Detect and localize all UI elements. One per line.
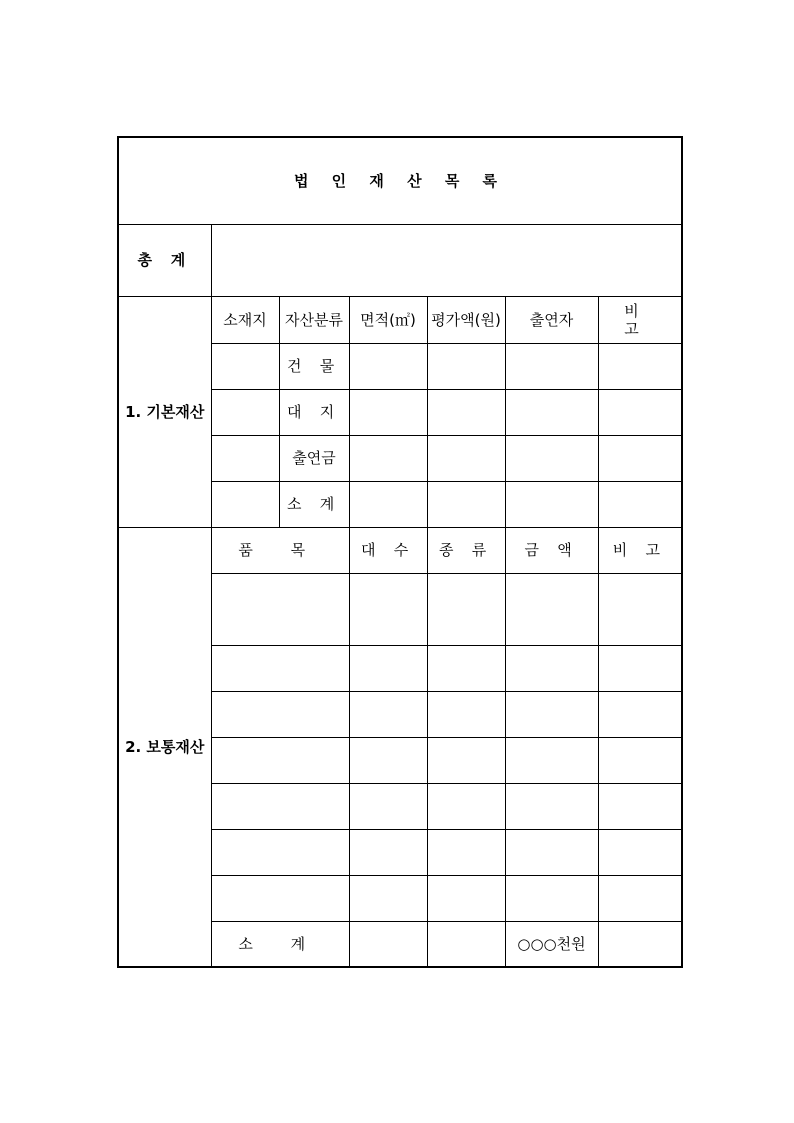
cell[interactable]	[211, 783, 349, 829]
cell[interactable]	[505, 481, 598, 527]
cell[interactable]	[505, 737, 598, 783]
cell[interactable]	[211, 737, 349, 783]
cell[interactable]	[505, 691, 598, 737]
general-subtotal-label	[211, 921, 349, 967]
cell[interactable]	[505, 343, 598, 389]
header-remarks-text: 비 고	[624, 301, 656, 338]
cell[interactable]	[427, 921, 505, 967]
header-valuation	[427, 296, 505, 343]
property-list-form	[117, 136, 683, 968]
header-asset-class: 자산분류	[279, 296, 349, 343]
category-subtotal: 소 계	[279, 481, 349, 527]
title-row	[118, 137, 682, 224]
cell[interactable]	[349, 921, 427, 967]
cell[interactable]	[349, 829, 427, 875]
cell[interactable]	[349, 435, 427, 481]
general-subtotal-label-text: 소 계	[238, 934, 322, 953]
category-land: 대 지	[279, 389, 349, 435]
form-title: 법 인 재 산 목 록	[118, 137, 682, 224]
category-building: 건 물	[279, 343, 349, 389]
basic-property-label: 1. 기본재산	[118, 296, 211, 527]
cell[interactable]	[211, 435, 279, 481]
cell[interactable]	[505, 573, 598, 645]
cell[interactable]	[349, 573, 427, 645]
header-valuation-text: 평가액(원)	[431, 310, 501, 329]
cell[interactable]	[505, 435, 598, 481]
cell[interactable]	[349, 481, 427, 527]
cell[interactable]	[427, 645, 505, 691]
header-area: 면적(㎡)	[349, 296, 427, 343]
cell[interactable]	[505, 645, 598, 691]
cell[interactable]	[211, 343, 279, 389]
total-label: 총 계	[118, 224, 211, 296]
header-location: 소재지	[211, 296, 279, 343]
cell[interactable]	[598, 389, 682, 435]
cell[interactable]	[427, 875, 505, 921]
header-remarks	[598, 296, 682, 343]
cell[interactable]	[598, 875, 682, 921]
cell[interactable]	[349, 343, 427, 389]
general-property-label: 2. 보통재산	[118, 527, 211, 967]
cell[interactable]	[427, 343, 505, 389]
cell[interactable]	[349, 645, 427, 691]
header-general-remarks: 비 고	[598, 527, 682, 573]
total-value[interactable]	[211, 224, 682, 296]
header-item-text: 품 목	[238, 541, 322, 559]
header-type: 종 류	[427, 527, 505, 573]
cell[interactable]	[427, 691, 505, 737]
basic-header-row	[118, 296, 682, 343]
cell[interactable]	[427, 481, 505, 527]
cell[interactable]	[211, 389, 279, 435]
cell[interactable]	[598, 829, 682, 875]
cell[interactable]	[505, 875, 598, 921]
cell[interactable]	[349, 389, 427, 435]
cell[interactable]	[598, 691, 682, 737]
header-count: 대 수	[349, 527, 427, 573]
category-contribution: 출연금	[279, 435, 349, 481]
header-item	[211, 527, 349, 573]
general-header-row	[118, 527, 682, 573]
cell[interactable]	[505, 389, 598, 435]
cell[interactable]	[349, 737, 427, 783]
cell[interactable]	[427, 737, 505, 783]
cell[interactable]	[598, 481, 682, 527]
cell[interactable]	[598, 783, 682, 829]
cell[interactable]	[598, 921, 682, 967]
header-contributor: 출연자	[505, 296, 598, 343]
total-row	[118, 224, 682, 296]
cell[interactable]	[427, 783, 505, 829]
header-amount: 금 액	[505, 527, 598, 573]
cell[interactable]	[598, 573, 682, 645]
cell[interactable]	[427, 435, 505, 481]
cell[interactable]	[211, 573, 349, 645]
general-subtotal-amount: ○○○천원	[505, 921, 598, 967]
cell[interactable]	[427, 829, 505, 875]
cell[interactable]	[427, 389, 505, 435]
cell[interactable]	[349, 691, 427, 737]
cell[interactable]	[598, 435, 682, 481]
cell[interactable]	[211, 875, 349, 921]
cell[interactable]	[349, 875, 427, 921]
cell[interactable]	[505, 783, 598, 829]
cell[interactable]	[505, 829, 598, 875]
cell[interactable]	[211, 691, 349, 737]
cell[interactable]	[211, 481, 279, 527]
cell[interactable]	[211, 645, 349, 691]
cell[interactable]	[427, 573, 505, 645]
cell[interactable]	[349, 783, 427, 829]
cell[interactable]	[211, 829, 349, 875]
cell[interactable]	[598, 645, 682, 691]
cell[interactable]	[598, 343, 682, 389]
cell[interactable]	[598, 737, 682, 783]
